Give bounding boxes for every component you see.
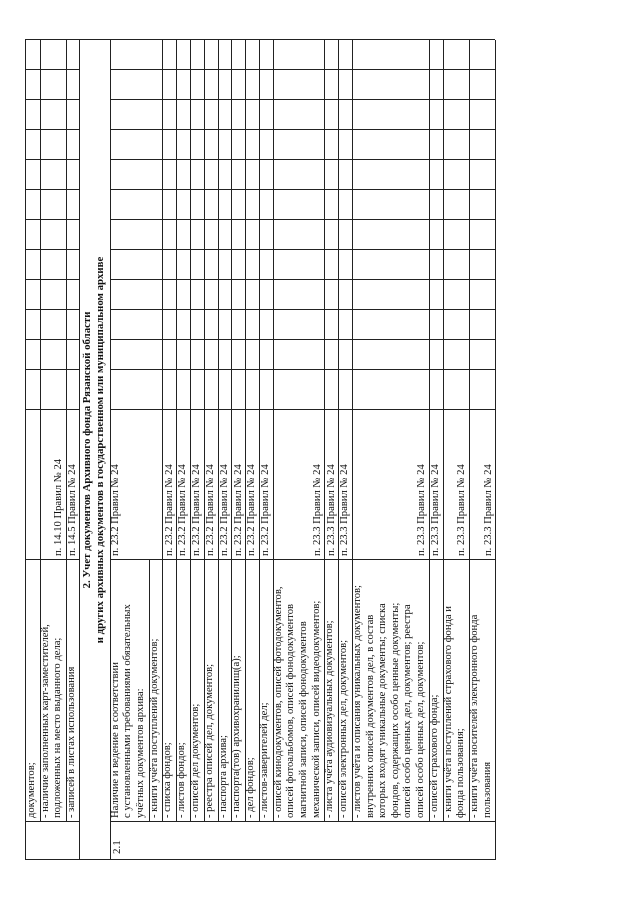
column-divider	[25, 249, 79, 250]
column-divider	[25, 409, 79, 410]
requirement-text: описей особо ценных дел, документов;	[415, 641, 426, 818]
column-divider	[110, 69, 496, 70]
requirement-text: Наличие и ведение в соответствии	[109, 662, 121, 818]
requirement-text: - листов учёта и описания уникальных документов;	[352, 585, 363, 818]
section-header: 2. Учет документов Архивного фонда Рязанской области	[81, 311, 94, 589]
column-divider	[110, 129, 496, 130]
column-divider	[25, 821, 79, 822]
regulation-reference: п. 23.3 Правил № 24	[311, 464, 323, 556]
column-divider	[25, 159, 79, 160]
regulation-reference: п. 23.3 Правил № 24	[416, 464, 428, 556]
requirement-text: - реестра описей дел, документов;	[203, 663, 215, 818]
regulation-reference: п. 23.2 Правил № 24	[218, 464, 230, 556]
requirement-text: фонда пользования;	[455, 728, 467, 818]
regulation-reference: п. 23.2 Правил № 24	[246, 464, 258, 556]
requirement-text: - описей дел документов;	[190, 703, 201, 818]
requirement-text: описей особо ценных дел, документов; реестра	[402, 604, 414, 818]
column-divider	[110, 219, 496, 220]
requirement-text: описей фотоальбомов, описей фонодокументов	[285, 603, 297, 818]
column-divider	[110, 821, 496, 822]
requirement-text: фондов, содержащих особо ценные документы;	[389, 602, 401, 818]
row-divider	[176, 40, 177, 822]
requirement-text: - списка фондов;	[162, 742, 174, 818]
requirement-text: документов;	[26, 762, 37, 818]
requirement-text: магнитной записи, описей фонодокументов	[298, 621, 309, 818]
column-divider	[110, 309, 496, 310]
column-divider	[25, 859, 495, 860]
checklist-table	[25, 40, 615, 860]
column-divider	[110, 409, 496, 410]
column-divider	[25, 369, 79, 370]
column-divider	[110, 559, 496, 560]
requirement-text: внутренних описей документов дел, в состав	[364, 614, 376, 818]
requirement-text: - описей кинодокументов, описей фотодокументов,	[272, 586, 284, 818]
requirement-text: - описей страхового фонда;	[428, 694, 440, 818]
requirement-text: с установленными требованиями обязательных	[122, 604, 134, 818]
column-divider	[25, 69, 79, 70]
row-divider	[25, 40, 26, 860]
row-divider	[495, 40, 496, 860]
column-divider	[25, 339, 79, 340]
regulation-reference: п. 23.3 Правил № 24	[325, 464, 337, 556]
regulation-reference: п. 23.2 Правил № 24	[232, 464, 244, 556]
row-divider	[79, 40, 80, 860]
requirement-text: - наличие заполненных карт-заместителей,	[39, 624, 51, 818]
column-divider	[110, 249, 496, 250]
regulation-reference: п. 23.2 Правил № 24	[177, 464, 189, 556]
column-divider	[110, 279, 496, 280]
regulation-reference: п. 23.2 Правил № 24	[163, 464, 175, 556]
requirement-text: подложенных на место выданного дела;	[52, 637, 64, 818]
row-number: 2.1	[110, 840, 123, 854]
column-divider	[110, 189, 496, 190]
column-divider	[25, 279, 79, 280]
requirement-text: - паспорта(тов) архивохранилищ(а);	[231, 655, 243, 818]
requirement-text: - записей в листах использования	[65, 666, 77, 818]
requirement-text: - книги учёта носителей электронного фонда	[469, 614, 480, 818]
column-divider	[110, 369, 496, 370]
regulation-reference: п. 23.2 Правил № 24	[260, 464, 272, 556]
regulation-reference: п. 14.5 Правил № 24	[66, 464, 78, 556]
regulation-reference: п. 23.3 Правил № 24	[456, 464, 468, 556]
column-divider	[25, 219, 79, 220]
regulation-reference: п. 23.2 Правил № 24	[191, 464, 203, 556]
column-divider	[25, 99, 79, 100]
regulation-reference: п. 23.3 Правил № 24	[482, 464, 494, 556]
column-divider	[25, 129, 79, 130]
requirement-text: - паспорта архива;	[217, 735, 229, 818]
row-divider	[218, 40, 219, 822]
regulation-reference: п. 23.3 Правил № 24	[339, 464, 351, 556]
regulation-reference: п. 14.10 Правил № 24	[53, 458, 65, 556]
row-divider	[162, 40, 163, 822]
requirement-text: - дел фондов;	[245, 757, 257, 818]
requirement-text: пользования	[481, 761, 493, 818]
column-divider	[25, 189, 79, 190]
requirement-text: - листа учёта аудиовизуальных документов;	[324, 620, 336, 818]
column-divider	[110, 99, 496, 100]
requirement-text: учётных документов архива:	[134, 688, 146, 818]
column-divider	[110, 159, 496, 160]
row-divider	[245, 40, 246, 822]
section-header: и других архивных документов в государственном или муниципальном архиве	[94, 256, 106, 644]
regulation-reference: п. 23.2 Правил № 24	[205, 464, 216, 556]
requirement-text: которых входят уникальные документы; списка	[377, 603, 389, 818]
requirement-text: - книги учёта поступлений страхового фонда и	[442, 606, 454, 818]
column-divider	[25, 39, 495, 40]
column-divider	[25, 309, 79, 310]
column-divider	[110, 339, 496, 340]
column-divider	[25, 559, 79, 560]
requirement-text: - описей электронных дел, документов;	[338, 639, 350, 818]
regulation-reference: п. 23.2 Правил № 24	[109, 464, 121, 556]
requirement-text: - книги учёта поступлений документов;	[148, 638, 160, 818]
requirement-text: механической записи, описей видеодокументов;	[310, 600, 322, 818]
regulation-reference: п. 23.3 Правил № 24	[430, 464, 441, 556]
requirement-text: - листов-заверителей дел;	[259, 702, 270, 818]
requirement-text: - листов фондов;	[176, 742, 188, 818]
